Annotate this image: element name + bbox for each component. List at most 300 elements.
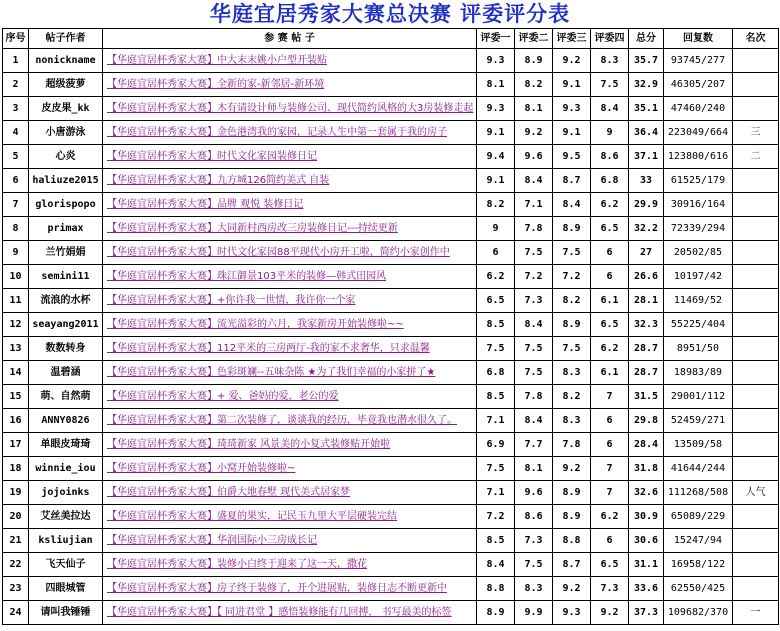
judge-2-score: 8.2: [515, 73, 553, 97]
reply-count: 55225/404: [664, 313, 733, 337]
post-link[interactable]: [103, 313, 477, 337]
judge-4-score: 8.4: [591, 97, 629, 121]
judge-2-score: 8.9: [515, 49, 553, 73]
judge-4-score: 8.3: [591, 49, 629, 73]
post-link[interactable]: [103, 505, 477, 529]
post-link[interactable]: [103, 49, 477, 73]
judge-1-score: 8.5: [477, 313, 515, 337]
reply-count: 13509/58: [664, 433, 733, 457]
post-title-link[interactable]: 【华庭宜居杯秀家大赛】时代文化家园装修日记: [107, 151, 317, 162]
rank-cell: [733, 337, 779, 361]
post-title-link[interactable]: 【华庭宜居杯秀家大赛】装修小白终于迎来了这一天，撒花: [107, 559, 367, 570]
row-number: 24: [3, 601, 29, 625]
reply-count: 62550/425: [664, 577, 733, 601]
total-score: 31.8: [629, 457, 664, 481]
judge-4-score: 6: [591, 241, 629, 265]
author-cell: ksliujian: [29, 529, 103, 553]
table-row: [3, 457, 779, 481]
judge-3-score: 9.1: [553, 121, 591, 145]
judge-4-score: 6: [591, 433, 629, 457]
judge-3-score: 9.2: [553, 577, 591, 601]
author-cell: 流浪的水杯: [29, 289, 103, 313]
post-title-link[interactable]: 【华庭宜居杯秀家大赛】中大末末姚小户型开装贴: [107, 55, 327, 66]
total-score: 32.3: [629, 313, 664, 337]
rank-cell: 人气: [733, 481, 779, 505]
reply-count: 46305/207: [664, 73, 733, 97]
judge-1-score: 8.8: [477, 577, 515, 601]
judge-3-score: 8.4: [553, 193, 591, 217]
author-cell: 皮皮果_kk: [29, 97, 103, 121]
judge-2-score: 7.3: [515, 529, 553, 553]
judge-4-score: 6.2: [591, 337, 629, 361]
judge-1-score: 8.9: [477, 601, 515, 625]
post-title-link[interactable]: 【华庭宜居杯秀家大赛】品牌 观悦 装修日记: [107, 199, 304, 210]
judge-3-score: 8.7: [553, 169, 591, 193]
judge-4-score: 6.5: [591, 313, 629, 337]
judge-4-score: 6.2: [591, 193, 629, 217]
post-link[interactable]: [103, 241, 477, 265]
total-score: 32.9: [629, 73, 664, 97]
row-number: 10: [3, 265, 29, 289]
judge-4-score: 8.6: [591, 145, 629, 169]
judge-2-score: 7.1: [515, 193, 553, 217]
post-title-link[interactable]: 【华庭宜居杯秀家大赛】第二次装修了，谈谈我的经历，毕竟我也潜水很久了。: [107, 415, 457, 426]
judge-2-score: 8.1: [515, 97, 553, 121]
rank-cell: 一: [733, 601, 779, 625]
header-judge-4: 评委四: [591, 29, 629, 49]
table-row: [3, 289, 779, 313]
rank-cell: [733, 217, 779, 241]
score-table: [2, 28, 779, 625]
page-title: 华庭宜居秀家大赛总决赛 评委评分表: [209, 1, 571, 26]
total-score: 30.6: [629, 529, 664, 553]
total-score: 36.4: [629, 121, 664, 145]
judge-4-score: 6: [591, 409, 629, 433]
post-title-link[interactable]: 【华庭宜居杯秀家大赛】+ 爱、爸妈的爱，老公的爱: [107, 391, 339, 402]
reply-count: 30916/164: [664, 193, 733, 217]
total-score: 35.7: [629, 49, 664, 73]
judge-2-score: 8.1: [515, 457, 553, 481]
judge-4-score: 6.8: [591, 169, 629, 193]
row-number: 23: [3, 577, 29, 601]
judge-1-score: 6.5: [477, 289, 515, 313]
judge-3-score: 7.5: [553, 241, 591, 265]
judge-2-score: 7.8: [515, 217, 553, 241]
header-no: 序号: [3, 29, 29, 49]
author-cell: primax: [29, 217, 103, 241]
header-judge-1: 评委一: [477, 29, 515, 49]
judge-4-score: 6.5: [591, 553, 629, 577]
judge-4-score: 9: [591, 121, 629, 145]
judge-3-score: 9.1: [553, 73, 591, 97]
author-cell: semini11: [29, 265, 103, 289]
judge-3-score: 8.9: [553, 217, 591, 241]
judge-3-score: 8.9: [553, 505, 591, 529]
author-cell: 飞天仙子: [29, 553, 103, 577]
rank-cell: [733, 433, 779, 457]
judge-1-score: 8.5: [477, 385, 515, 409]
judge-3-score: 9.2: [553, 49, 591, 73]
judge-2-score: 9.9: [515, 601, 553, 625]
judge-1-score: 7.5: [477, 457, 515, 481]
judge-1-score: 9.3: [477, 97, 515, 121]
reply-count: 18983/89: [664, 361, 733, 385]
post-link[interactable]: [103, 409, 477, 433]
judge-4-score: 7: [591, 481, 629, 505]
author-cell: 超级菠萝: [29, 73, 103, 97]
judge-4-score: 7.3: [591, 577, 629, 601]
judge-2-score: 7.7: [515, 433, 553, 457]
post-title-link[interactable]: 【华庭宜居杯秀家大赛】112平米的三房两厅-我的家不求奢华，只求温馨: [107, 343, 430, 354]
row-number: 8: [3, 217, 29, 241]
judge-4-score: 6.1: [591, 361, 629, 385]
row-number: 11: [3, 289, 29, 313]
judge-2-score: 8.6: [515, 505, 553, 529]
judge-1-score: 9.3: [477, 49, 515, 73]
row-number: 20: [3, 505, 29, 529]
post-link[interactable]: [103, 337, 477, 361]
total-score: 26.6: [629, 265, 664, 289]
post-title-link[interactable]: 【华庭宜居杯秀家大赛】全新的家-新邻居-新环境: [107, 79, 325, 90]
row-number: 15: [3, 385, 29, 409]
reply-count: 65089/229: [664, 505, 733, 529]
row-number: 18: [3, 457, 29, 481]
judge-3-score: 8.3: [553, 361, 591, 385]
post-link[interactable]: [103, 145, 477, 169]
judge-1-score: 9: [477, 217, 515, 241]
total-score: 32.2: [629, 217, 664, 241]
row-number: 2: [3, 73, 29, 97]
author-cell: 数数转身: [29, 337, 103, 361]
judge-1-score: 7.5: [477, 337, 515, 361]
row-number: 9: [3, 241, 29, 265]
author-cell: glorispopo: [29, 193, 103, 217]
row-number: 16: [3, 409, 29, 433]
reply-count: 47460/240: [664, 97, 733, 121]
reply-count: 20502/85: [664, 241, 733, 265]
judge-1-score: 7.1: [477, 409, 515, 433]
reply-count: 93745/277: [664, 49, 733, 73]
author-cell: 心炎: [29, 145, 103, 169]
post-link[interactable]: [103, 97, 477, 121]
author-cell: jojoinks: [29, 481, 103, 505]
post-title-link[interactable]: 【华庭宜居杯秀家大赛】【 同进君堂 】感悟装修能有几回搏， 书写最美的标签: [107, 607, 452, 618]
total-score: 33.6: [629, 577, 664, 601]
table-row: [3, 361, 779, 385]
judge-3-score: 8.8: [553, 529, 591, 553]
reply-count: 72339/294: [664, 217, 733, 241]
rank-cell: [733, 313, 779, 337]
post-link[interactable]: [103, 169, 477, 193]
header-total: 总分: [629, 29, 664, 49]
judge-2-score: 7.5: [515, 241, 553, 265]
judge-4-score: 7.5: [591, 73, 629, 97]
rank-cell: [733, 529, 779, 553]
post-title-link[interactable]: 【华庭宜居杯秀家大赛】流光溢彩的六月，我家新房开始装修啦~~: [107, 319, 404, 330]
judge-3-score: 9.3: [553, 97, 591, 121]
table-row: [3, 433, 779, 457]
reply-count: 8951/50: [664, 337, 733, 361]
total-score: 27: [629, 241, 664, 265]
table-row: [3, 241, 779, 265]
row-number: 6: [3, 169, 29, 193]
author-cell: 请叫我锤锤: [29, 601, 103, 625]
row-number: 13: [3, 337, 29, 361]
table-row: [3, 97, 779, 121]
judge-1-score: 7.1: [477, 481, 515, 505]
table-row: [3, 553, 779, 577]
rank-cell: [733, 553, 779, 577]
row-number: 4: [3, 121, 29, 145]
total-score: 33: [629, 169, 664, 193]
judge-2-score: 9.2: [515, 121, 553, 145]
author-cell: haliuze2015: [29, 169, 103, 193]
table-row: [3, 49, 779, 73]
author-cell: ANNY0826: [29, 409, 103, 433]
author-cell: 四眼城管: [29, 577, 103, 601]
post-title-link[interactable]: 【华庭宜居杯秀家大赛】大同新村西房改三房装修日记---持续更新: [107, 223, 398, 234]
judge-4-score: 6.2: [591, 505, 629, 529]
judge-2-score: 8.3: [515, 577, 553, 601]
rank-cell: [733, 361, 779, 385]
judge-1-score: 6.9: [477, 433, 515, 457]
judge-1-score: 9.4: [477, 145, 515, 169]
judge-3-score: 8.9: [553, 481, 591, 505]
row-number: 5: [3, 145, 29, 169]
total-score: 31.1: [629, 553, 664, 577]
table-row: [3, 145, 779, 169]
table-row: [3, 313, 779, 337]
author-cell: 艾丝美拉达: [29, 505, 103, 529]
judge-3-score: 8.7: [553, 553, 591, 577]
judge-4-score: 9.2: [591, 601, 629, 625]
judge-3-score: 8.3: [553, 409, 591, 433]
rank-cell: [733, 385, 779, 409]
post-link[interactable]: [103, 481, 477, 505]
rank-cell: [733, 577, 779, 601]
row-number: 1: [3, 49, 29, 73]
header-rank: 名次: [733, 29, 779, 49]
judge-2-score: 9.6: [515, 481, 553, 505]
author-cell: 小唐游泳: [29, 121, 103, 145]
row-number: 12: [3, 313, 29, 337]
author-cell: winnie_iou: [29, 457, 103, 481]
row-number: 19: [3, 481, 29, 505]
post-link[interactable]: [103, 361, 477, 385]
rank-cell: [733, 169, 779, 193]
post-link[interactable]: [103, 73, 477, 97]
post-title-link[interactable]: 【华庭宜居杯秀家大赛】+你许我一世情，我许你一个家: [107, 295, 356, 306]
judge-3-score: 7.5: [553, 337, 591, 361]
table-row: [3, 529, 779, 553]
total-score: 28.4: [629, 433, 664, 457]
judge-2-score: 8.4: [515, 409, 553, 433]
judge-3-score: 7.2: [553, 265, 591, 289]
header-author: 帖子作者: [29, 29, 103, 49]
total-score: 29.8: [629, 409, 664, 433]
post-title-link[interactable]: 【华庭宜居杯秀家大赛】盛夏的果实，记民玉九里大平层硬装完结: [107, 511, 397, 522]
post-title-link[interactable]: 【华庭宜居杯秀家大赛】色彩斑斓--五味杂陈 ★为了我们幸福的小家拼了★: [107, 367, 436, 378]
reply-count: 61525/179: [664, 169, 733, 193]
rank-cell: [733, 457, 779, 481]
judge-3-score: 9.2: [553, 457, 591, 481]
table-row: [3, 121, 779, 145]
judge-4-score: 6.5: [591, 217, 629, 241]
post-link[interactable]: [103, 289, 477, 313]
rank-cell: [733, 409, 779, 433]
author-cell: 单眼皮琦琦: [29, 433, 103, 457]
total-score: 37.1: [629, 145, 664, 169]
table-row: [3, 73, 779, 97]
judge-2-score: 7.2: [515, 265, 553, 289]
judge-1-score: 7.2: [477, 505, 515, 529]
rank-cell: [733, 193, 779, 217]
table-row: [3, 385, 779, 409]
total-score: 30.9: [629, 505, 664, 529]
row-number: 22: [3, 553, 29, 577]
reply-count: 16958/122: [664, 553, 733, 577]
table-row: [3, 505, 779, 529]
judge-1-score: 6.2: [477, 265, 515, 289]
post-title-link[interactable]: 【华庭宜居杯秀家大赛】琦琦新家 风景美的小复式装修贴开始啦: [107, 439, 391, 450]
post-link[interactable]: [103, 217, 477, 241]
reply-count: 109682/370: [664, 601, 733, 625]
judge-1-score: 6: [477, 241, 515, 265]
judge-3-score: 8.2: [553, 385, 591, 409]
total-score: 28.7: [629, 337, 664, 361]
post-title-link[interactable]: 【华庭宜居杯秀家大赛】木有请设计师与装修公司、现代简约风格的大3房装修走起: [107, 103, 474, 114]
total-score: 37.3: [629, 601, 664, 625]
judge-3-score: 8.9: [553, 313, 591, 337]
author-cell: seayang2011: [29, 313, 103, 337]
reply-count: 10197/42: [664, 265, 733, 289]
reply-count: 223049/664: [664, 121, 733, 145]
judge-1-score: 6.8: [477, 361, 515, 385]
post-link[interactable]: [103, 385, 477, 409]
judge-2-score: 8.4: [515, 169, 553, 193]
post-link[interactable]: [103, 457, 477, 481]
post-link[interactable]: [103, 601, 477, 625]
judge-1-score: 9.1: [477, 169, 515, 193]
judge-2-score: 7.5: [515, 337, 553, 361]
total-score: 31.5: [629, 385, 664, 409]
author-cell: nonickname: [29, 49, 103, 73]
total-score: 32.6: [629, 481, 664, 505]
reply-count: 15247/94: [664, 529, 733, 553]
table-row: [3, 193, 779, 217]
judge-2-score: 7.5: [515, 553, 553, 577]
judge-3-score: 8.2: [553, 289, 591, 313]
rank-cell: 二: [733, 145, 779, 169]
post-link[interactable]: [103, 553, 477, 577]
judge-4-score: 7: [591, 457, 629, 481]
author-cell: 兰竹娟娟: [29, 241, 103, 265]
reply-count: 29001/112: [664, 385, 733, 409]
total-score: 29.9: [629, 193, 664, 217]
post-title-link[interactable]: 【华庭宜居杯秀家大赛】伯爵大地春墅 现代美式居家梦: [107, 487, 351, 498]
rank-cell: [733, 265, 779, 289]
rank-cell: [733, 49, 779, 73]
rank-cell: [733, 73, 779, 97]
post-title-link[interactable]: 【华庭宜居杯秀家大赛】金色港湾我的家园，记录人生中第一套属于我的房子: [107, 127, 447, 138]
judge-1-score: 9.1: [477, 121, 515, 145]
reply-count: 11469/52: [664, 289, 733, 313]
post-link[interactable]: [103, 577, 477, 601]
reply-count: 52459/271: [664, 409, 733, 433]
header-judge-3: 评委三: [553, 29, 591, 49]
judge-4-score: 6: [591, 529, 629, 553]
judge-2-score: 8.4: [515, 313, 553, 337]
total-score: 35.1: [629, 97, 664, 121]
judge-4-score: 6.1: [591, 289, 629, 313]
judge-4-score: 7: [591, 385, 629, 409]
post-title-link[interactable]: 【华庭宜居杯秀家大赛】房子终于装修了，开个进展贴，装修日志不断更新中: [107, 583, 447, 594]
rank-cell: 三: [733, 121, 779, 145]
post-title-link[interactable]: 【华庭宜居杯秀家大赛】小窝开始装修啦~: [107, 463, 296, 474]
post-link[interactable]: [103, 433, 477, 457]
judge-2-score: 9.6: [515, 145, 553, 169]
rank-cell: [733, 241, 779, 265]
table-row: [3, 337, 779, 361]
author-cell: 萌、自然萌: [29, 385, 103, 409]
table-row: [3, 409, 779, 433]
header-row: [3, 29, 779, 49]
total-score: 28.1: [629, 289, 664, 313]
post-link[interactable]: [103, 265, 477, 289]
rank-cell: [733, 289, 779, 313]
post-title-link[interactable]: 【华庭宜居杯秀家大赛】珠江御景103平米的装修—韩式田园风: [107, 271, 387, 282]
post-link[interactable]: [103, 193, 477, 217]
post-link[interactable]: [103, 121, 477, 145]
judge-3-score: 7.8: [553, 433, 591, 457]
table-row: [3, 217, 779, 241]
row-number: 7: [3, 193, 29, 217]
header-replies: 回复数: [664, 29, 733, 49]
row-number: 21: [3, 529, 29, 553]
judge-2-score: 7.3: [515, 289, 553, 313]
row-number: 14: [3, 361, 29, 385]
judge-1-score: 8.2: [477, 193, 515, 217]
table-row: [3, 169, 779, 193]
rank-cell: [733, 505, 779, 529]
table-row: [3, 577, 779, 601]
header-judge-2: 评委二: [515, 29, 553, 49]
rank-cell: [733, 97, 779, 121]
header-post: 参 赛 帖 子: [103, 29, 477, 49]
row-number: 17: [3, 433, 29, 457]
post-title-link[interactable]: 【华庭宜居杯秀家大赛】华润国际小三房成长记: [107, 535, 317, 546]
judge-3-score: 9.5: [553, 145, 591, 169]
judge-2-score: 7.8: [515, 385, 553, 409]
row-number: 3: [3, 97, 29, 121]
judge-1-score: 8.5: [477, 529, 515, 553]
reply-count: 111268/508: [664, 481, 733, 505]
judge-1-score: 8.4: [477, 553, 515, 577]
reply-count: 123800/616: [664, 145, 733, 169]
judge-4-score: 6: [591, 265, 629, 289]
post-title-link[interactable]: 【华庭宜居杯秀家大赛】九方城126简约美式 自装: [107, 175, 330, 186]
author-cell: 温碧涵: [29, 361, 103, 385]
reply-count: 41644/244: [664, 457, 733, 481]
post-link[interactable]: [103, 529, 477, 553]
judge-1-score: 8.1: [477, 73, 515, 97]
judge-2-score: 7.5: [515, 361, 553, 385]
total-score: 28.7: [629, 361, 664, 385]
table-row: [3, 265, 779, 289]
judge-3-score: 9.3: [553, 601, 591, 625]
table-row: [3, 601, 779, 625]
post-title-link[interactable]: 【华庭宜居杯秀家大赛】时代文化家园88平现代小房开工啦，简约小家创作中: [107, 247, 450, 258]
